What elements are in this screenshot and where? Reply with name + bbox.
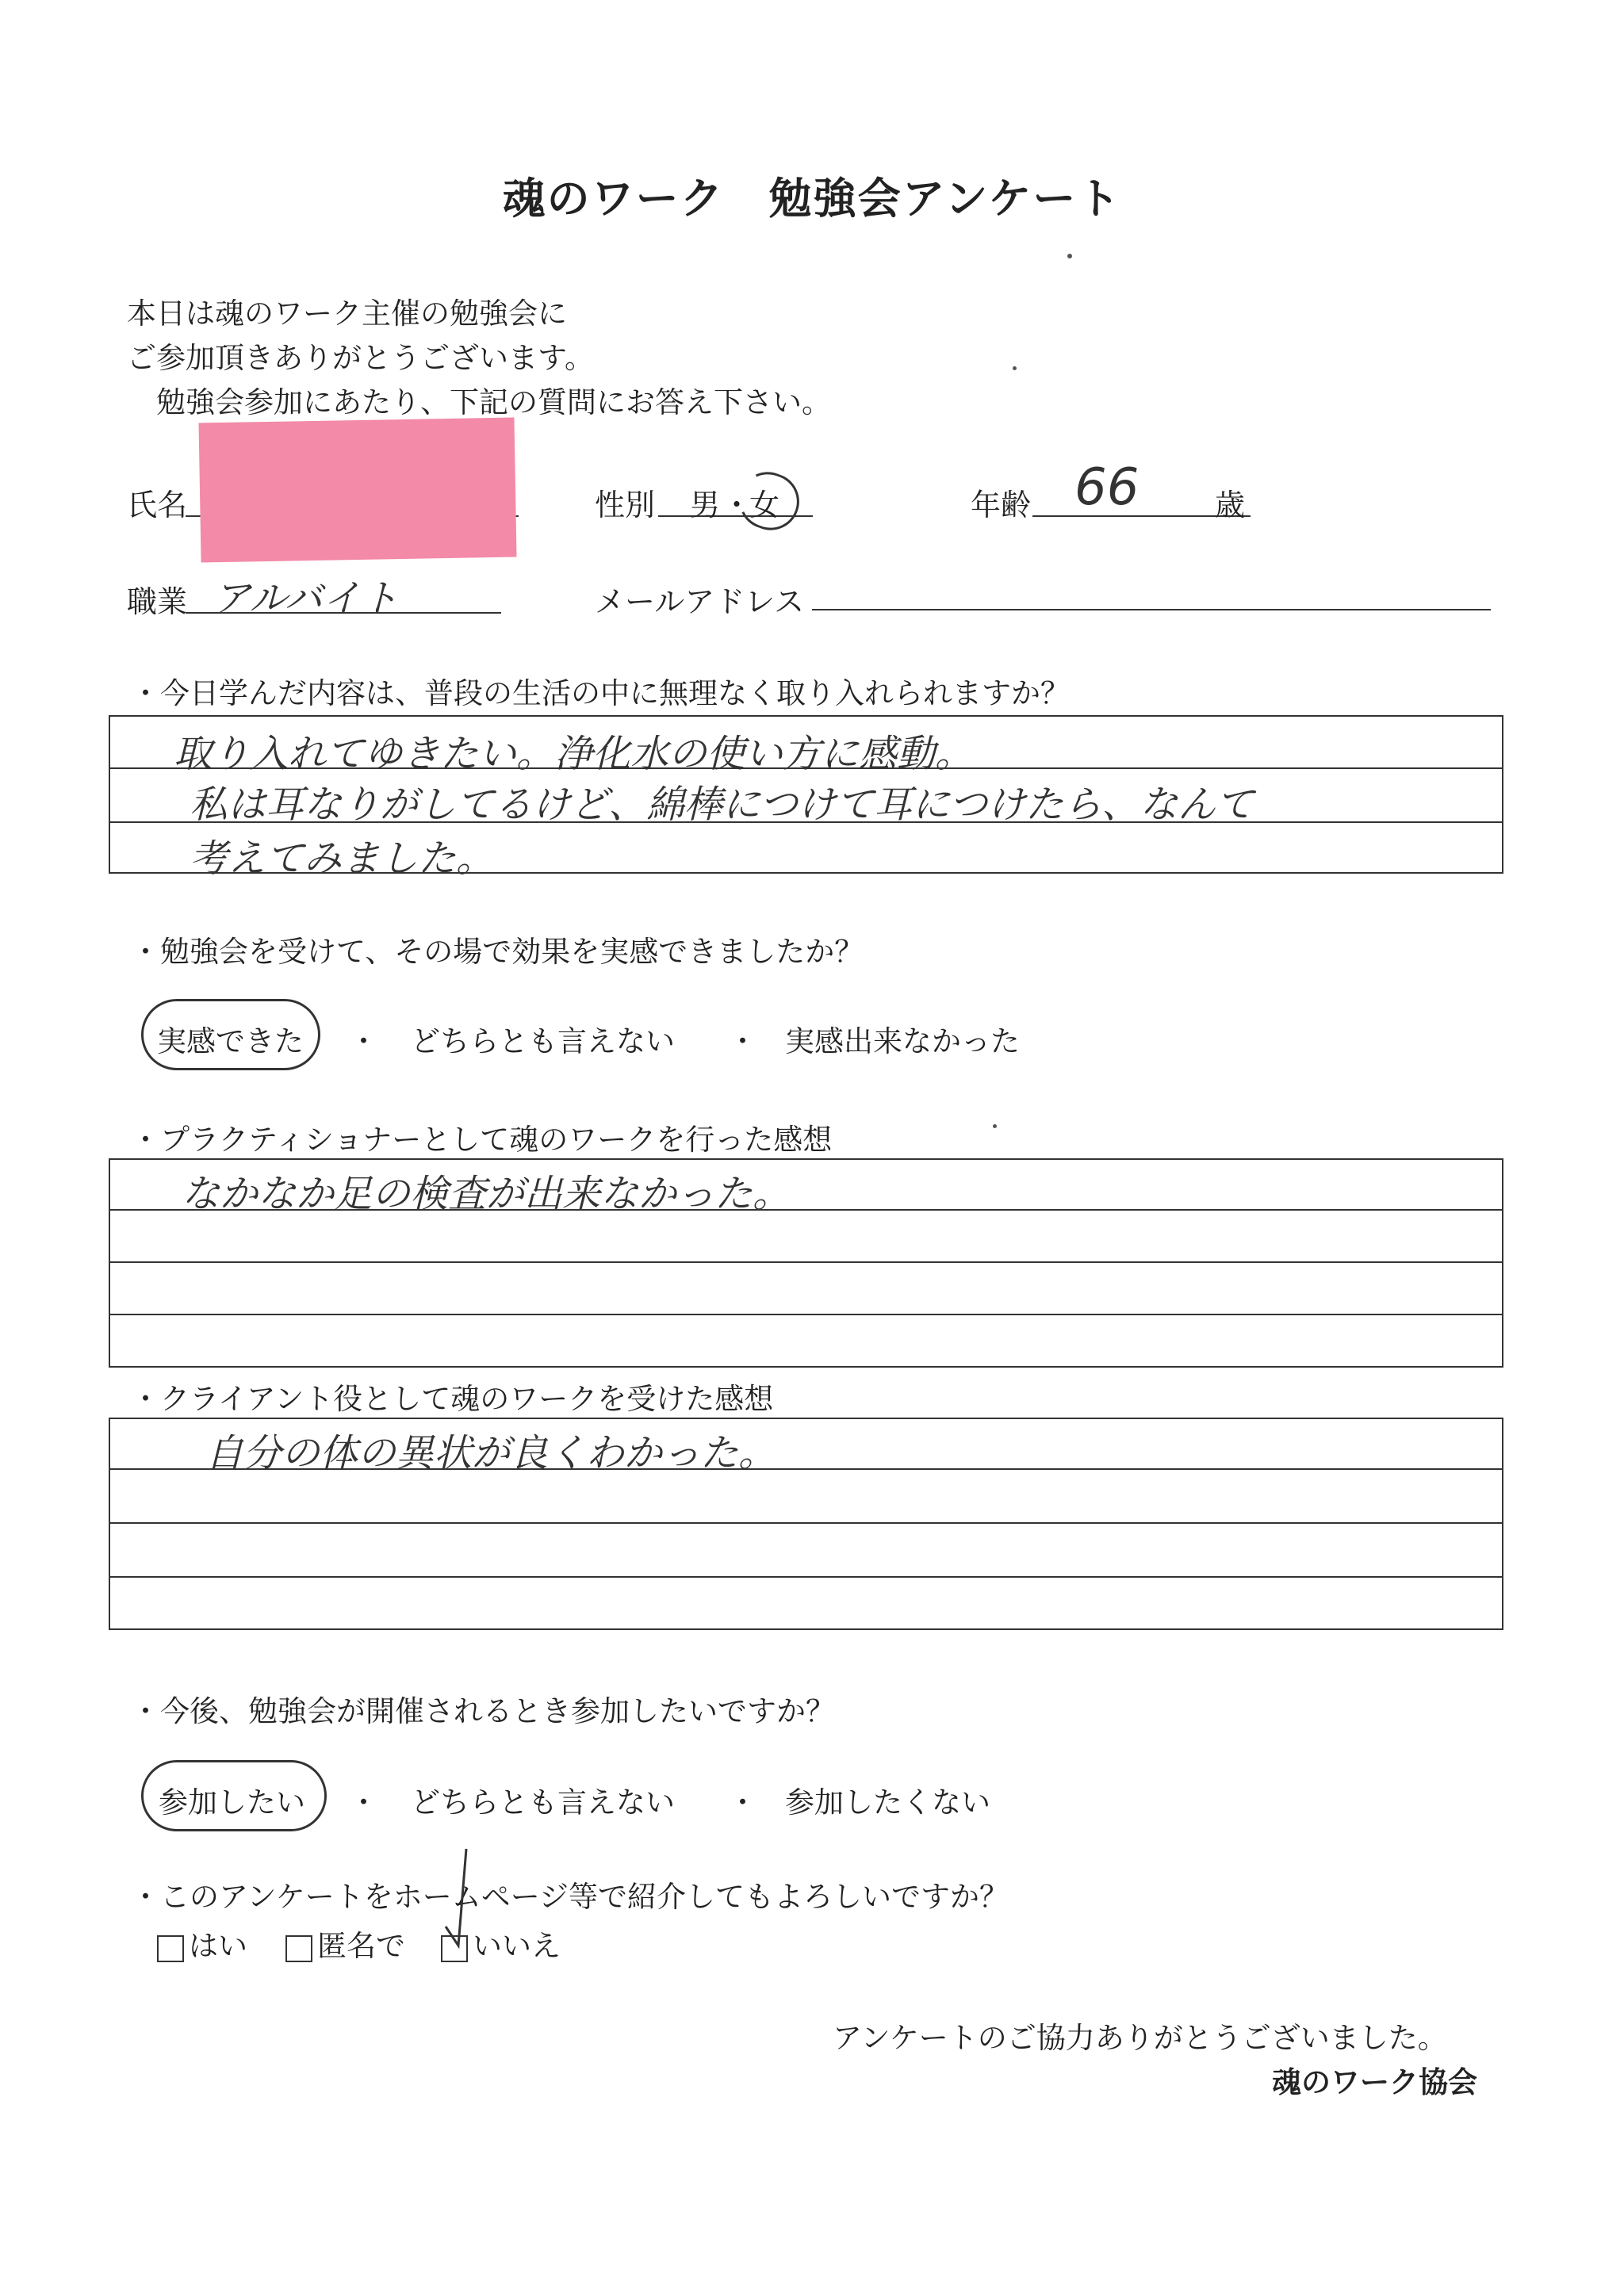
scan-speck: [1067, 254, 1072, 258]
q6-option-no-label: いいえ: [473, 1929, 561, 1963]
answer-box-4[interactable]: [109, 1418, 1503, 1630]
age-label: 年齢: [971, 488, 1032, 522]
job-value: アルバイト: [213, 576, 399, 621]
checkbox-icon[interactable]: [285, 1935, 312, 1962]
q5-option-neutral[interactable]: どちらとも言えない: [411, 1785, 675, 1820]
answer-3-line-1: なかなか足の検査が出来なかった。: [182, 1172, 791, 1216]
job-label: 職業: [127, 584, 188, 619]
q6-option-yes[interactable]: [157, 1922, 247, 1965]
question-3: ・プラクティショナーとして魂のワークを行った感想: [131, 1123, 833, 1157]
answer-1-line-3: 考えてみました。: [190, 836, 495, 881]
gender-option-female[interactable]: 女: [749, 488, 780, 522]
email-field[interactable]: [812, 609, 1491, 610]
q2-separator: ・: [349, 1024, 378, 1058]
gender-option-male[interactable]: 男: [690, 488, 721, 522]
answer-1-line-2: 私は耳なりがしてるけど、綿棒につけて耳につけたら、なんて: [190, 783, 1254, 827]
checkmark-icon: [435, 1847, 498, 1958]
question-6: ・このアンケートをホームページ等で紹介してもよろしいですか？: [131, 1880, 1009, 1914]
answer-4-line-1: 自分の体の異状が良くわかった。: [205, 1431, 777, 1475]
answer-rule: [110, 1576, 1502, 1578]
scan-speck: [1013, 366, 1017, 370]
answer-rule: [110, 1261, 1502, 1263]
email-label: メールアドレス: [595, 584, 805, 619]
gender-label: 性別: [595, 488, 656, 522]
redaction-sticker: [198, 418, 516, 563]
gender-separator: ・: [722, 488, 753, 522]
q6-option-yes-label: はい: [189, 1929, 247, 1963]
answer-rule: [110, 1522, 1502, 1524]
q2-option-no[interactable]: 実感出来なかった: [785, 1024, 1020, 1058]
q5-option-yes[interactable]: 参加したい: [159, 1785, 305, 1820]
q2-separator: ・: [728, 1024, 757, 1058]
q6-option-anonymous[interactable]: [285, 1922, 405, 1965]
scan-speck: [993, 1124, 997, 1128]
q2-option-neutral[interactable]: どちらとも言えない: [411, 1024, 675, 1058]
answer-box-3[interactable]: [109, 1158, 1503, 1368]
page-title: 魂のワーク 勉強会アンケート: [502, 173, 1122, 224]
question-2: ・勉強会を受けて、その場で効果を実感できましたか？: [131, 935, 864, 969]
q5-separator: ・: [728, 1785, 757, 1820]
q2-option-yes[interactable]: 実感できた: [157, 1024, 304, 1058]
name-label: 氏名: [127, 488, 188, 522]
age-value: 66: [1074, 458, 1139, 517]
closing-message: アンケートのご協力ありがとうございました。: [833, 2021, 1447, 2055]
intro-line-1: 本日は魂のワーク主催の勉強会に: [127, 297, 567, 331]
age-unit: 歳: [1215, 488, 1246, 522]
answer-1-line-1: 取り入れてゆきたい。浄化水の使い方に感動。: [174, 732, 974, 776]
organization-name: 魂のワーク協会: [1272, 2064, 1477, 2099]
checkbox-icon[interactable]: [157, 1935, 184, 1962]
answer-box-1[interactable]: [109, 715, 1503, 881]
gender-circle-mark: [731, 464, 807, 538]
q5-option-no[interactable]: 参加したくない: [785, 1785, 990, 1820]
question-5: ・今後、勉強会が開催されるとき参加したいですか？: [131, 1694, 835, 1728]
intro-line-3: 勉強会参加にあたり、下記の質問にお答え下さい。: [156, 385, 831, 419]
question-4: ・クライアント役として魂のワークを受けた感想: [131, 1382, 774, 1416]
question-1: ・今日学んだ内容は、普段の生活の中に無理なく取り入れられますか？: [131, 676, 1070, 710]
intro-line-2: ご参加頂きありがとうございます。: [127, 341, 595, 375]
q5-separator: ・: [349, 1785, 378, 1820]
answer-rule: [110, 1314, 1502, 1315]
q6-option-anonymous-label: 匿名で: [317, 1929, 405, 1963]
